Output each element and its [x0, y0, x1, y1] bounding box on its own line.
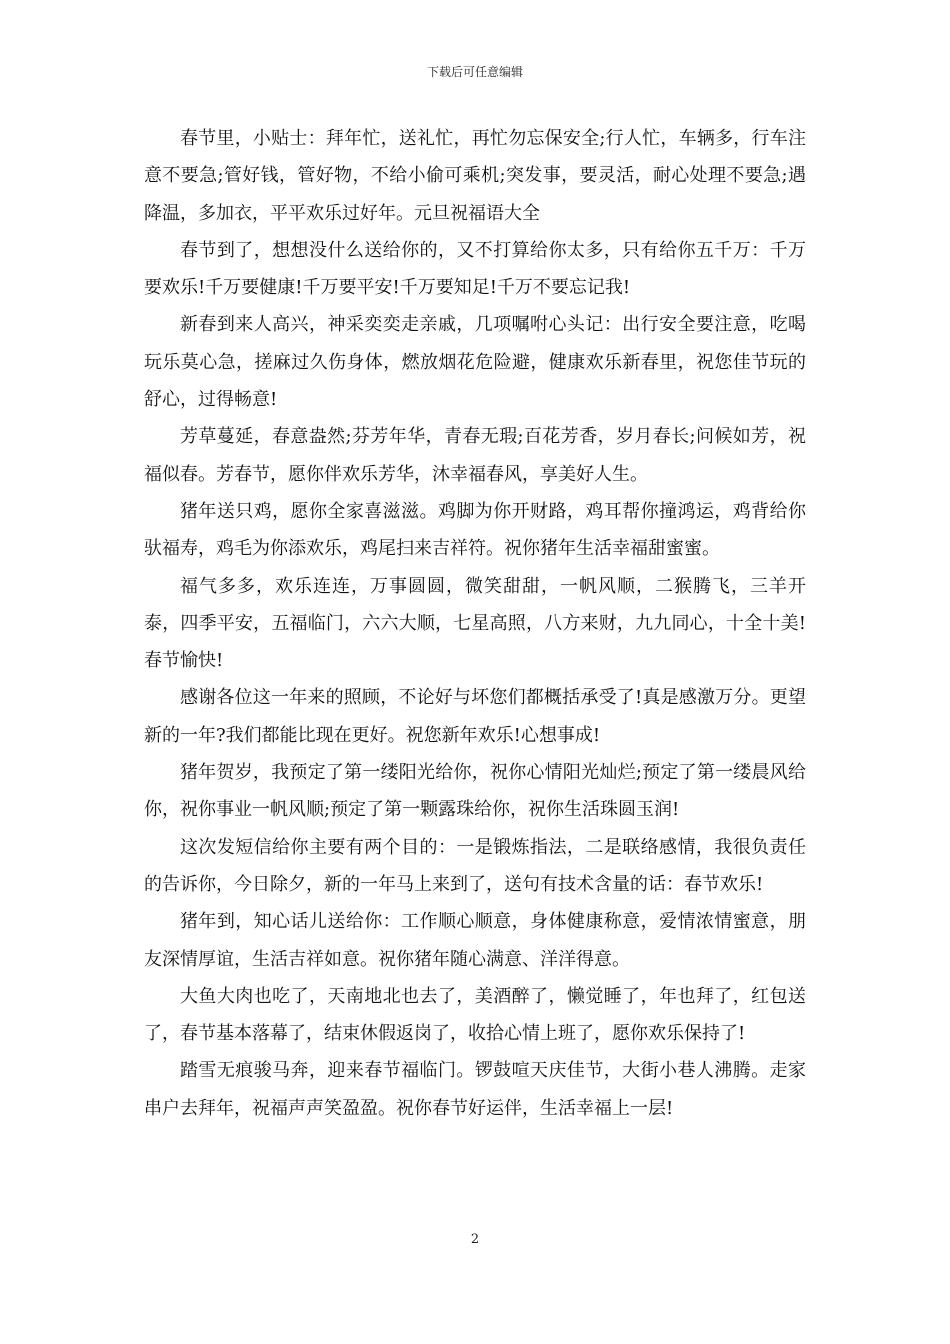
paragraph: 春节里，小贴士：拜年忙，送礼忙，再忙勿忘保安全;行人忙，车辆多，行车注意不要急;管好钱，管好物，不给小偷可乘机;突发事，要灵活，耐心处理不要急;遇降温，多加衣，平平欢乐过好年。元旦祝福语大全 [144, 128, 806, 224]
paragraph: 芳草蔓延，春意盎然;芬芳年华，青春无瑕;百花芳香，岁月春长;问候如芳，祝福似春。芳春节，愿你伴欢乐芳华，沐幸福春风，享美好人生。 [144, 426, 806, 485]
paragraph: 感谢各位这一年来的照顾，不论好与坏您们都概括承受了!真是感激万分。更望新的一年?我们都能比现在更好。祝您新年欢乐!心想事成! [144, 687, 806, 746]
paragraph: 这次发短信给你主要有两个目的：一是锻炼指法，二是联络感情，我很负责任的告诉你，今日除夕，新的一年马上来到了，送句有技术含量的话：春节欢乐! [144, 836, 806, 895]
paragraph: 新春到来人高兴，神采奕奕走亲戚，几项嘱咐心头记：出行安全要注意，吃喝玩乐莫心急，搓麻过久伤身体，燃放烟花危险避，健康欢乐新春里，祝您佳节玩的舒心，过得畅意! [144, 314, 806, 411]
paragraph: 福气多多，欢乐连连，万事圆圆，微笑甜甜，一帆风顺，二猴腾飞，三羊开泰，四季平安，五福临门，六六大顺，七星高照，八方来财，九九同心，十全十美!春节愉快! [144, 575, 806, 672]
paragraph: 猪年贺岁，我预定了第一缕阳光给你，祝你心情阳光灿烂;预定了第一缕晨风给你，祝你事业一帆风顺;预定了第一颗露珠给你，祝你生活珠圆玉润! [144, 762, 806, 821]
paragraph: 春节到了，想想没什么送给你的，又不打算给你太多，只有给你五千万：千万要欢乐!千万要健康!千万要平安!千万要知足!千万不要忘记我! [144, 239, 806, 299]
document-body [144, 120, 806, 1127]
paragraph: 踏雪无痕骏马奔，迎来春节福临门。锣鼓喧天庆佳节，大街小巷人沸腾。走家串户去拜年，祝福声声笑盈盈。祝你春节好运伴，生活幸福上一层! [144, 1060, 806, 1119]
page-header: 下载后可任意编辑 [426, 65, 523, 79]
paragraph: 猪年到，知心话儿送给你：工作顺心顺意，身体健康称意，爱情浓情蜜意，朋友深情厚谊，生活吉祥如意。祝你猪年随心满意、洋洋得意。 [144, 911, 806, 970]
paragraph: 猪年送只鸡，愿你全家喜滋滋。鸡脚为你开财路，鸡耳帮你撞鸿运，鸡背给你驮福寿，鸡毛为你添欢乐，鸡尾扫来吉祥符。祝你猪年生活幸福甜蜜蜜。 [144, 500, 806, 560]
paragraph: 大鱼大肉也吃了，天南地北也去了，美酒醉了，懒觉睡了，年也拜了，红包送了，春节基本落幕了，结束休假返岗了，收拾心情上班了，愿你欢乐保持了! [144, 985, 806, 1045]
page-number: 2 [470, 1232, 480, 1247]
